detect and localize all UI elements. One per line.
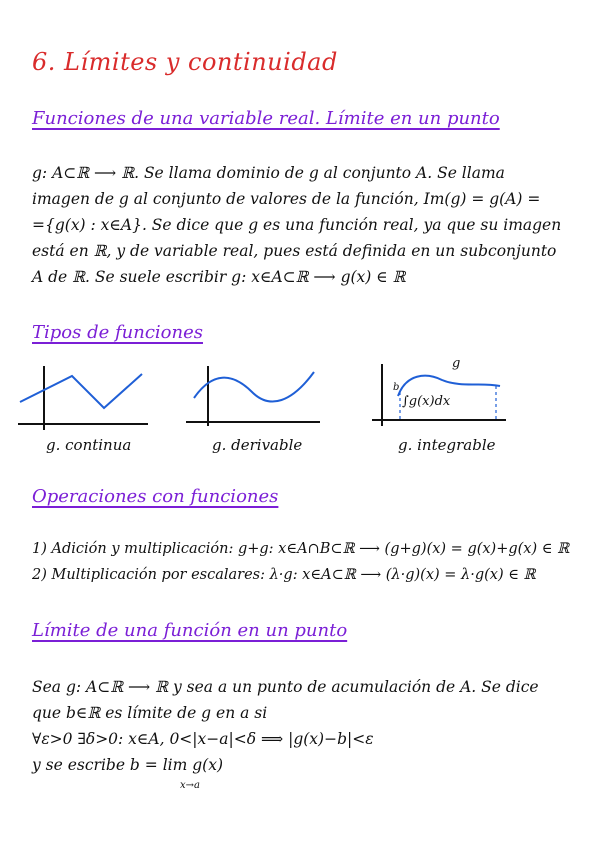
derivable-function-sketch <box>182 362 322 432</box>
text-line: ∀ε>0 ∃δ>0: x∈A, 0<|x−a|<δ ⟹ |g(x)−b|<ε <box>32 730 374 748</box>
section-functions-body <box>32 160 580 290</box>
text-line: ={g(x) : x∈A}. Se dice que g es una función real, ya que su imagen <box>32 216 562 234</box>
continuous-function-sketch <box>14 362 150 434</box>
integral-label: ∫g(x)dx <box>402 394 451 409</box>
page-title: 6. Límites y continuidad <box>32 48 338 76</box>
text-line: Sea g: A⊂ℝ ⟶ ℝ y sea a un punto de acumulación de A. Se dice <box>32 678 539 696</box>
smooth-curve <box>194 372 314 402</box>
text-line: 1) Adición y multiplicación: g+g: x∈A∩B⊂ℝ ⟶ (g+g)(x) = g(x)+g(x) ∈ ℝ <box>32 541 570 557</box>
text-line: que b∈ℝ es límite de g en a si <box>32 704 268 722</box>
section-heading-operations: Operaciones con funciones <box>32 486 279 507</box>
section-heading-limit: Límite de una función en un punto <box>32 620 348 641</box>
curve-label: g <box>452 356 461 371</box>
zigzag-curve <box>20 374 142 408</box>
caption-derivable: g. derivable <box>212 436 303 454</box>
text-line: A de ℝ. Se suele escribir g: x∈A⊂ℝ ⟶ g(x) ∈ ℝ <box>32 268 406 286</box>
section-operations-body <box>32 536 580 588</box>
text-line: está en ℝ, y de variable real, pues está definida en un subconjunto <box>32 242 557 260</box>
section-heading-types: Tipos de funciones <box>32 322 203 343</box>
caption-continuous: g. continua <box>46 436 132 454</box>
text-line: y se escribe b = lim g(x) <box>32 756 223 774</box>
text-line: g: A⊂ℝ ⟶ ℝ. Se llama dominio de g al conjunto A. Se llama <box>32 164 505 182</box>
function-curve <box>398 376 500 396</box>
limit-subscript: x→a <box>180 780 200 791</box>
section-heading-functions: Funciones de una variable real. Límite en un punto <box>32 108 500 129</box>
text-line: 2) Multiplicación por escalares: λ·g: x∈A⊂ℝ ⟶ (λ·g)(x) = λ·g(x) ∈ ℝ <box>32 567 536 583</box>
integrable-function-sketch <box>370 356 510 430</box>
integral-bound-label: b <box>393 382 400 393</box>
caption-integrable: g. integrable <box>398 436 496 454</box>
section-limit-body <box>32 674 580 778</box>
text-line: imagen de g al conjunto de valores de la función, Im(g) = g(A) = <box>32 190 541 208</box>
